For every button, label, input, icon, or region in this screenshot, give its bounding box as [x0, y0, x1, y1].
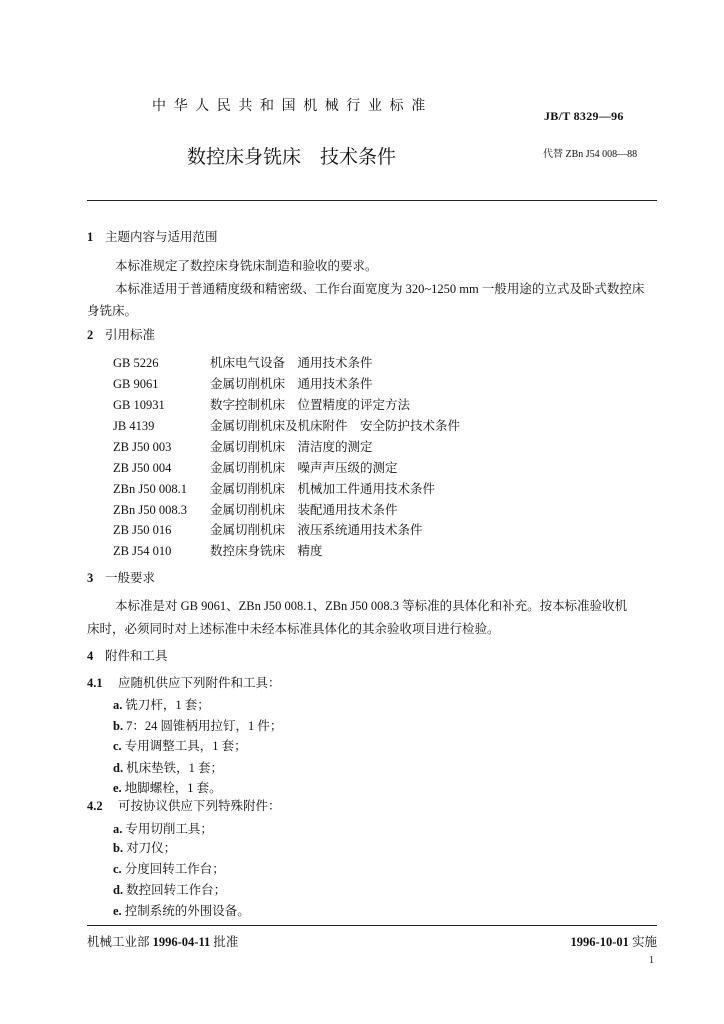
effective-line — [571, 934, 657, 950]
reference-row — [113, 418, 460, 434]
reference-title: 机床电气设备 通用技术条件 — [210, 356, 373, 370]
section-number: 2 — [87, 328, 94, 342]
subsection-text: 可按协议供应下列特殊附件： — [118, 799, 281, 813]
section-title: 附件和工具 — [105, 649, 168, 663]
list-text: 对刀仪； — [126, 841, 177, 855]
list-letter: b. — [113, 841, 124, 855]
reference-code: ZB J50 003 — [113, 440, 172, 454]
reference-title: 数控床身铣床 精度 — [210, 544, 323, 558]
reference-code: ZB J50 004 — [113, 461, 172, 475]
reference-code: GB 10931 — [113, 398, 165, 412]
reference-code: ZBn J50 008.3 — [113, 503, 187, 517]
section-title: 一般要求 — [105, 571, 156, 585]
list-item — [113, 780, 222, 796]
list-text: 专用调整工具，1 套； — [124, 739, 247, 753]
paragraph-line: 本标准规定了数控床身铣床制造和验收的要求。 — [115, 259, 378, 273]
subsection-number: 4.2 — [87, 799, 103, 813]
reference-row — [113, 376, 373, 392]
list-item — [113, 840, 176, 856]
paragraph-line: 床时，必须同时对上述标准中未经本标准具体化的其余验收项目进行检验。 — [87, 622, 500, 636]
list-text: 控制系统的外围设备。 — [124, 904, 250, 918]
list-letter: e. — [113, 781, 122, 795]
reference-row — [113, 522, 423, 538]
reference-title: 金属切削机床 通用技术条件 — [210, 377, 373, 391]
reference-code: JB 4139 — [113, 419, 155, 433]
reference-title: 金属切削机床 机械加工件通用技术条件 — [210, 482, 436, 496]
section-heading — [87, 570, 155, 586]
list-letter: d. — [113, 883, 124, 897]
reference-code: GB 9061 — [113, 377, 159, 391]
list-letter: b. — [113, 719, 124, 733]
subsection-number: 4.1 — [87, 676, 103, 690]
list-text: 机床垫铁，1 套； — [126, 761, 223, 775]
section-heading — [87, 327, 155, 343]
reference-title: 金属切削机床 装配通用技术条件 — [210, 503, 398, 517]
list-text: 铣刀杆，1 套； — [125, 698, 210, 712]
top-divider — [87, 200, 657, 201]
list-item — [113, 738, 247, 754]
replaces-note: 代替 ZBn J54 008—88 — [543, 149, 638, 160]
subsection-heading — [87, 675, 281, 691]
paragraph-line: 本标准适用于普通精度级和精密级、工作台面宽度为 320~1250 mm 一般用途的立式及卧式数控床 — [115, 282, 645, 296]
reference-row — [113, 543, 323, 559]
reference-code: ZBn J50 008.1 — [113, 482, 187, 496]
page-number: 1 — [649, 955, 654, 966]
standard-number: JB/T 8329—96 — [544, 109, 624, 123]
issuer: 机械工业部 — [87, 935, 150, 949]
list-item — [113, 760, 223, 776]
list-item — [113, 697, 210, 713]
section-heading — [87, 648, 168, 664]
reference-code: ZB J54 010 — [113, 544, 172, 558]
standard-category: 中华人民共和国机械行业标准 — [152, 99, 433, 114]
approved-label: 批准 — [213, 935, 239, 949]
list-item — [113, 821, 213, 837]
reference-row — [113, 355, 373, 371]
reference-row — [113, 397, 410, 413]
section-number: 1 — [87, 230, 94, 244]
section-title: 主题内容与适用范围 — [105, 230, 218, 244]
subsection-text: 应随机供应下列附件和工具： — [118, 676, 281, 690]
reference-row — [113, 481, 435, 497]
reference-title: 金属切削机床 清洁度的测定 — [210, 440, 373, 454]
list-text: 专用切削工具； — [125, 822, 213, 836]
reference-title: 金属切削机床 液压系统通用技术条件 — [210, 523, 423, 537]
list-text: 地脚螺栓，1 套。 — [124, 781, 222, 795]
section-heading — [87, 229, 218, 245]
reference-title: 数字控制机床 位置精度的评定方法 — [210, 398, 411, 412]
paragraph-line: 身铣床。 — [87, 304, 138, 318]
effective-date: 1996-10-01 — [570, 935, 629, 949]
section-title: 引用标准 — [105, 328, 156, 342]
list-letter: c. — [113, 862, 122, 876]
paragraph-line: 本标准是对 GB 9061、ZBn J50 008.1、ZBn J50 008.3 等标准的具体化和补充。按本标准验收机 — [115, 599, 628, 613]
section-number: 3 — [87, 571, 94, 585]
document-title: 数控床身铣床 技术条件 — [187, 147, 397, 168]
bottom-divider — [87, 925, 657, 926]
list-item — [113, 861, 225, 877]
list-item — [113, 903, 250, 919]
list-item — [113, 718, 282, 734]
list-item — [113, 882, 226, 898]
subsection-heading — [87, 798, 281, 814]
effective-label: 实施 — [631, 935, 657, 949]
list-text: 分度回转工作台； — [124, 862, 225, 876]
reference-title: 金属切削机床 噪声声压级的测定 — [210, 461, 398, 475]
reference-code: GB 5226 — [113, 356, 159, 370]
list-letter: d. — [113, 761, 124, 775]
section-number: 4 — [87, 649, 94, 663]
list-letter: e. — [113, 904, 122, 918]
reference-title: 金属切削机床及机床附件 安全防护技术条件 — [210, 419, 461, 433]
list-letter: a. — [113, 698, 123, 712]
reference-row — [113, 460, 398, 476]
list-letter: a. — [113, 822, 123, 836]
approved-date: 1996-04-11 — [152, 935, 211, 949]
reference-code: ZB J50 016 — [113, 523, 172, 537]
list-letter: c. — [113, 739, 122, 753]
list-text: 7：24 圆锥柄用拉钉，1 件； — [126, 719, 283, 733]
list-text: 数控回转工作台； — [126, 883, 227, 897]
approval-line — [87, 934, 238, 950]
reference-row — [113, 502, 398, 518]
reference-row — [113, 439, 373, 455]
